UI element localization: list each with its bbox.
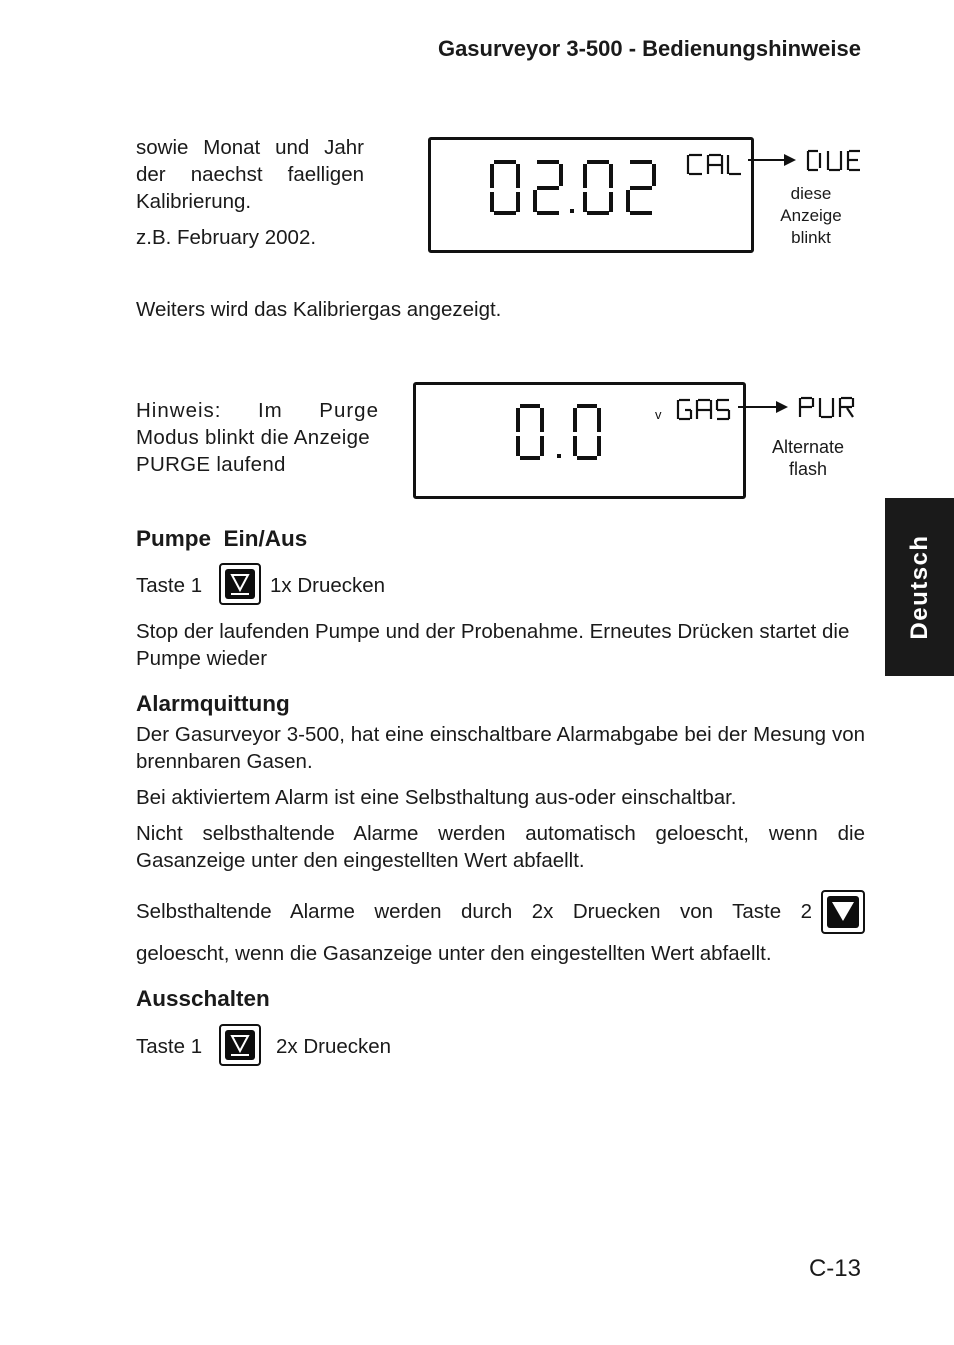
lcd-digit-0c [518, 406, 542, 458]
off-key-prefix: Taste 1 [136, 1035, 203, 1058]
key-1-button-off[interactable] [219, 1024, 261, 1066]
arrow-right-icon [748, 150, 798, 170]
lcd-decimal-point-2 [557, 454, 561, 458]
blink-note [768, 183, 854, 249]
lcd-calibration-segments [431, 140, 751, 250]
gas-intro-text: Weiters wird das Kalibriergas angezeigt. [136, 298, 502, 321]
pump-description: Stop der laufenden Pumpe und der Probenahme. Erneutes Drücken startet die Pumpe wieder [136, 620, 850, 670]
calibration-example: z.B. February 2002. [136, 226, 317, 249]
lcd-display-calibration [428, 137, 754, 253]
arrow-right-icon-2 [738, 397, 790, 417]
lcd-label-cal [688, 155, 741, 174]
heading-alarm: Alarmquittung [136, 691, 290, 716]
lcd-purge-segments [416, 385, 743, 496]
purge-line-3: PURGE laufend [136, 453, 286, 476]
calibration-text [136, 134, 364, 251]
language-tab-label: Deutsch [905, 534, 933, 640]
lcd-digit-2 [535, 162, 561, 213]
purge-line-1: Hinweis: Im Purge [136, 399, 379, 422]
lcd-digit-0b [585, 162, 611, 213]
lcd-digit-0d [575, 406, 599, 458]
triangle-down-underline-icon [225, 569, 255, 599]
heading-off: Ausschalten [136, 986, 270, 1011]
lcd-word-due [805, 148, 865, 174]
lcd-digit-2b [628, 162, 654, 213]
alternate-note [758, 436, 858, 480]
blink-note-line-2: Anzeige [780, 206, 842, 225]
alarm-para-4-line-1: Selbsthaltende Alarme werden durch 2x Druecken von Taste 2 [136, 900, 812, 923]
key-2-button[interactable] [821, 890, 865, 934]
calibration-line-3: Kalibrierung. [136, 190, 252, 213]
lcd-digit-0 [492, 162, 518, 213]
alarm-para-3: Nicht selbsthaltende Alarme werden automatisch geloescht, wenn die Gasanzeige unter den eingestellten Wert abfaellt. [136, 822, 865, 872]
triangle-down-icon [827, 896, 859, 928]
pump-key-suffix: 1x Druecken [270, 574, 386, 597]
lcd-word-pur [797, 395, 859, 421]
alarm-para-1: Der Gasurveyor 3-500, hat eine einschaltbare Alarmabgabe bei der Mesung von brennbaren Gasen. [136, 723, 865, 773]
language-side-tab [885, 498, 954, 676]
purge-line-2: Modus blinkt die Anzeige [136, 426, 370, 449]
lcd-decimal-point [570, 209, 574, 213]
blink-note-line-3: blinkt [791, 228, 831, 247]
alternate-note-line-2: flash [788, 459, 828, 479]
lcd-label-gas [678, 400, 729, 419]
alarm-para-4-line-2: geloescht, wenn die Gasanzeige unter den eingestellten Wert abfaellt. [136, 942, 772, 965]
calibration-line-1: sowie Monat und Jahr [136, 136, 364, 159]
key-1-button[interactable] [219, 563, 261, 605]
lcd-display-purge [413, 382, 746, 499]
off-key-suffix: 2x Druecken [276, 1035, 392, 1058]
pump-key-prefix: Taste 1 [136, 574, 203, 597]
page-number: C-13 [808, 1255, 861, 1282]
page-header-title: Gasurveyor 3-500 - Bedienungshinweise [437, 36, 861, 61]
heading-pump: Pumpe Ein/Aus [136, 526, 308, 551]
calibration-line-2: der naechst faelligen [136, 163, 364, 186]
triangle-down-underline-icon [225, 1030, 255, 1060]
blink-note-line-1: diese [790, 184, 832, 203]
alarm-para-2: Bei aktiviertem Alarm ist eine Selbsthaltung aus-oder einschaltbar. [136, 786, 737, 809]
lcd-small-mark: v [655, 407, 662, 422]
alternate-note-line-1: Alternate [771, 437, 845, 457]
purge-text [136, 397, 379, 478]
